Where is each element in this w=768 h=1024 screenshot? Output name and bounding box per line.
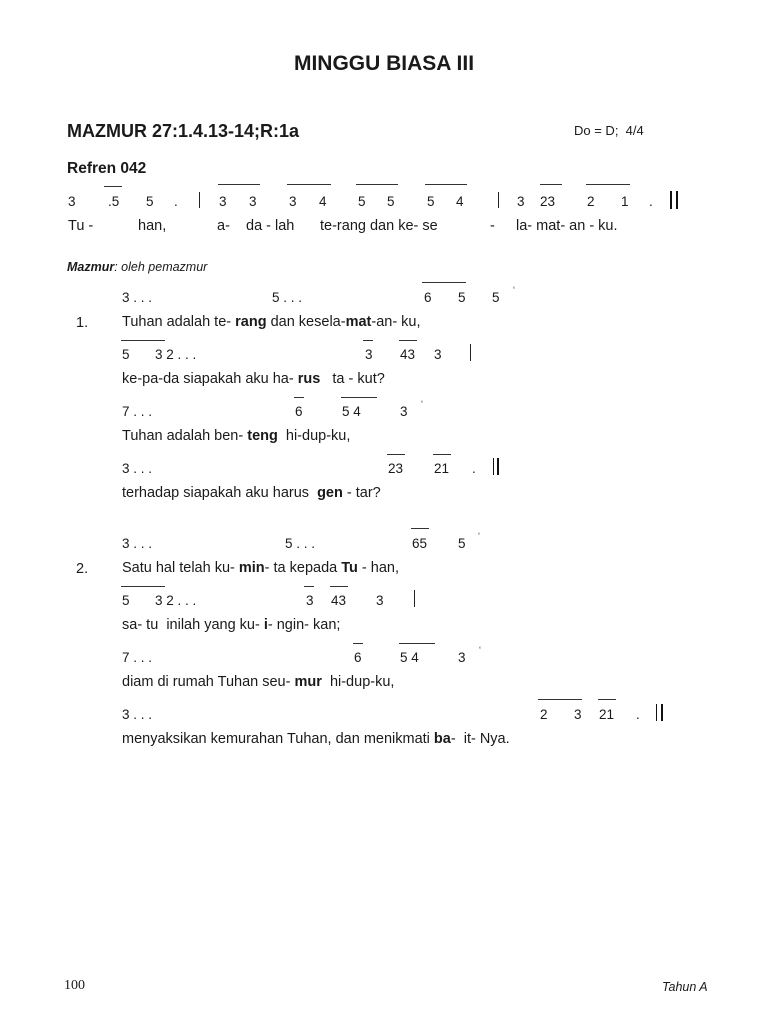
bar-line	[199, 192, 200, 208]
refrain-label: Refren 042	[67, 160, 147, 177]
note: 23	[388, 461, 404, 476]
note: .5	[108, 194, 120, 209]
beam	[121, 340, 165, 341]
lyric-line: terhadap siapakah aku harus gen - tar?	[122, 485, 381, 501]
note: 5	[358, 194, 366, 209]
syllable: la- mat- an - ku.	[516, 218, 618, 234]
note: 43	[400, 347, 416, 362]
beam	[341, 397, 377, 398]
beam	[363, 340, 373, 341]
final-bar	[670, 191, 672, 209]
beam	[538, 699, 582, 700]
note: 3	[376, 593, 384, 608]
beam	[356, 184, 398, 185]
note: 5 . . .	[272, 290, 303, 305]
verse-number: 1.	[76, 315, 89, 331]
note: 3	[365, 347, 373, 362]
syllable: han,	[138, 218, 167, 234]
note: 21	[434, 461, 450, 476]
note: 23	[540, 194, 556, 209]
breath-mark: ʻ	[421, 399, 423, 409]
note: 3	[517, 194, 525, 209]
note: 5	[427, 194, 435, 209]
note: 3	[458, 650, 466, 665]
lyric-line: menyaksikan kemurahan Tuhan, dan menikmati ba- it- Nya.	[122, 731, 510, 747]
note: 3	[574, 707, 582, 722]
psalm-label-suffix: : oleh pemazmur	[114, 260, 208, 274]
lyric-line: sa- tu inilah yang ku- i- ngin- kan;	[122, 617, 341, 633]
note: 7 . . .	[122, 404, 153, 419]
note: 3	[289, 194, 297, 209]
note: 65	[412, 536, 428, 551]
note: 4	[319, 194, 327, 209]
final-bar	[656, 704, 657, 721]
beam	[399, 643, 435, 644]
note: 5 4	[342, 404, 361, 419]
psalm-label	[67, 260, 207, 274]
lyric-line: ke-pa-da siapakah aku ha- rus ta - kut?	[122, 371, 385, 387]
note: 7 . . .	[122, 650, 153, 665]
beam	[425, 184, 467, 185]
note: 5	[492, 290, 500, 305]
lyric-line: Tuhan adalah te- rang dan kesela-mat-an- ku,	[122, 314, 421, 330]
note: 2	[540, 707, 548, 722]
beam	[330, 586, 348, 587]
syllable: te-rang dan ke- se	[320, 218, 438, 234]
lyric-line: Satu hal telah ku- min- ta kepada Tu - han,	[122, 560, 399, 576]
note: 5	[146, 194, 154, 209]
verse-number: 2.	[76, 561, 89, 577]
breath-mark: ʻ	[479, 645, 481, 655]
page-title: MINGGU BIASA III	[293, 52, 475, 75]
note: 5 4	[400, 650, 419, 665]
beam	[353, 643, 363, 644]
final-bar	[676, 191, 678, 209]
beam	[411, 528, 429, 529]
beam	[586, 184, 630, 185]
final-bar	[661, 704, 663, 721]
beam	[540, 184, 562, 185]
note: 5	[387, 194, 395, 209]
key-signature: Do = D; 4/4	[574, 123, 644, 138]
final-bar	[497, 458, 499, 475]
syllable: da - lah	[246, 218, 295, 234]
note: 2	[587, 194, 595, 209]
beam	[422, 282, 466, 283]
note: 3 . . .	[122, 461, 153, 476]
bar-line	[498, 192, 499, 208]
note: 5 . . .	[285, 536, 316, 551]
beam	[294, 397, 304, 398]
bar-line	[470, 344, 471, 361]
note: 3	[68, 194, 76, 209]
lyric-line: Tuhan adalah ben- teng hi-dup-ku,	[122, 428, 351, 444]
breath-mark: ʻ	[513, 285, 515, 295]
beam	[121, 586, 165, 587]
note: 6	[295, 404, 303, 419]
note: 3 . . .	[122, 707, 153, 722]
note-dot: .	[174, 194, 178, 209]
note: 3	[306, 593, 314, 608]
note: 5	[458, 290, 466, 305]
note: 5	[458, 536, 466, 551]
note-dot: .	[649, 194, 653, 209]
note-dot: .	[636, 707, 640, 722]
note: 6	[354, 650, 362, 665]
note: 3 . . .	[122, 290, 153, 305]
beam	[218, 184, 260, 185]
beam	[598, 699, 616, 700]
note: 3 2 . . .	[155, 593, 197, 608]
syllable: a-	[217, 218, 230, 234]
beam	[104, 186, 122, 187]
beam	[399, 340, 417, 341]
page-number: 100	[64, 978, 85, 993]
syllable: -	[490, 218, 495, 234]
note: 6	[424, 290, 432, 305]
lyric-line: diam di rumah Tuhan seu- mur hi-dup-ku,	[122, 674, 395, 690]
year-label: Tahun A	[662, 980, 708, 994]
note: 43	[331, 593, 347, 608]
note: 4	[456, 194, 464, 209]
final-bar	[493, 458, 494, 475]
note: 3 . . .	[122, 536, 153, 551]
note: 3	[434, 347, 442, 362]
note-dot: .	[472, 461, 476, 476]
note: 5	[122, 593, 130, 608]
beam	[433, 454, 451, 455]
note: 5	[122, 347, 130, 362]
beam	[287, 184, 331, 185]
bar-line	[414, 590, 415, 607]
note: 21	[599, 707, 615, 722]
psalm-reference: MAZMUR 27:1.4.13-14;R:1a	[67, 121, 300, 141]
beam	[387, 454, 405, 455]
note: 3	[400, 404, 408, 419]
note: 1	[621, 194, 629, 209]
breath-mark: ʻ	[478, 531, 480, 541]
psalm-label-prefix: Mazmur	[67, 260, 115, 274]
syllable: Tu -	[68, 218, 94, 234]
note: 3	[219, 194, 227, 209]
beam	[304, 586, 314, 587]
note: 3	[249, 194, 257, 209]
note: 3 2 . . .	[155, 347, 197, 362]
